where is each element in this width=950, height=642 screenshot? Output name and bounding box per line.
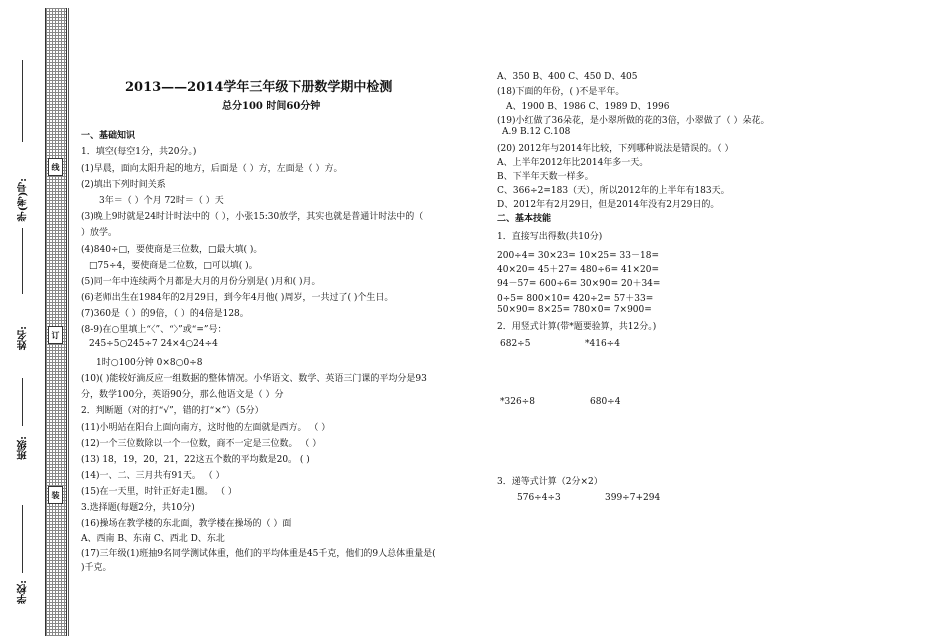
question-1: (1)早晨，面向太阳升起的地方，后面是（ ）方，左面是（ ）方。 [81, 164, 343, 174]
question-20-a: A、上半年2012年比2014年多一天。 [497, 158, 649, 168]
question-4-b: □75÷4，要使商是二位数，□可以填( )。 [89, 261, 258, 271]
question-19: (19)小红做了36朵花，是小翠所做的花的3倍，小翠做了（ ）朵花。 [497, 116, 770, 126]
question-20-b: B、下半年天数一样多。 [497, 172, 594, 182]
question-17-cont: )千克。 [81, 563, 112, 573]
question-10-cont: 分，数学100分，英语90分，那么他语文是（ ）分 [81, 390, 284, 400]
oral-row-3: 94－57= 600÷6= 30×90= 20＋34= [497, 279, 661, 289]
q-choice-heading: 3.选择题(每题2分，共10分) [81, 503, 195, 513]
question-16-options: A、西南 B、东南 C、西北 D、东北 [81, 534, 225, 544]
question-17: (17)三年级(1)班抽9名同学测试体重，他们的平均体重是45千克，他们的9人总体重量是( [81, 549, 436, 559]
question-10: (10)( )能较好滴反应一组数据的整体情况。小华语文、数学、英语三门课的平均分是93 [81, 374, 427, 384]
oral-row-2: 40×20= 45＋27= 480÷6= 41×20= [497, 265, 659, 275]
question-2: (2)填出下列时间关系 [81, 180, 166, 190]
section-basic-skills: 二、基本技能 [497, 214, 552, 224]
question-20-c: C、366÷2=183（天），所以2012年的上半年有183天。 [497, 186, 730, 196]
class-label: 班级: [18, 436, 29, 460]
q-fill-heading: 1．填空(每空1分，共20分。) [81, 147, 197, 157]
name-label: 姓名: [18, 326, 29, 350]
oral-row-5: 50×90= 8×25= 780×0= 7×900= [497, 305, 652, 315]
exam-subtitle: 总分100 时间60分钟 [222, 101, 321, 112]
oral-row-1: 200÷4= 30×23= 10×25= 33－18= [497, 251, 659, 261]
vertical-calc-4: 680÷4 [590, 397, 621, 407]
school-underline [22, 505, 23, 573]
question-19-options: A.9 B.12 C.108 [502, 127, 571, 137]
question-20: (20) 2012年与2014年比较，下列哪种说法是错误的。（ ） [497, 144, 734, 154]
stepwise-calc-1: 576÷4÷3 [517, 493, 561, 503]
binding-hatch-strip [45, 8, 67, 636]
question-2-items: 3年＝（ ）个月 72时＝（ ）天 [99, 196, 224, 206]
id-underline [22, 60, 23, 142]
question-3: (3)晚上9时就是24时计时法中的（ ），小张15:30放学，其实也就是普通计时法中的（ [81, 212, 424, 222]
question-12: (12)一个三位数除以一个一位数，商不一定是三位数。 （ ） [81, 439, 322, 449]
stepwise-calc-2: 399÷7+294 [605, 493, 661, 503]
question-14: (14)一、二、三月共有91天。 （ ） [81, 471, 225, 481]
oral-row-4: 0÷5= 800×10= 420÷2= 57＋33= [497, 294, 654, 304]
binding-mark-zhuang: 装 [48, 486, 63, 504]
name-underline [22, 228, 23, 294]
q-judge-heading: 2．判断题（对的打“√”，错的打“×”）（5分） [81, 406, 264, 416]
question-3-cont: ）放学。 [81, 228, 118, 238]
question-17-options: A、350 B、400 C、450 D、405 [497, 72, 638, 82]
vertical-calc-3: *326÷8 [500, 397, 535, 407]
vertical-calc-2: *416÷4 [585, 339, 620, 349]
question-20-d: D、2012年有2月29日，但是2014年没有2月29日的。 [497, 200, 720, 210]
question-7: (7)360是（ ）的9倍，（ ）的4倍是128。 [81, 309, 249, 319]
question-18-options: A、1900 B、1986 C、1989 D、1996 [506, 102, 670, 112]
question-6: (6)老师出生在1984年的2月29日，到今年4月他( )周岁，一共过了( )个生日。 [81, 293, 394, 303]
binding-mark-ding: 订 [48, 326, 63, 344]
question-5: (5)同一年中连续两个月都是大月的月份分别是( )月和( )月。 [81, 277, 321, 287]
question-18: (18)下面的年份，( )不是平年。 [497, 87, 625, 97]
question-13: (13) 18，19，20，21，22这五个数的平均数是20。 ( ) [81, 455, 310, 465]
exam-title: 2013——2014学年三年级下册数学期中检测 [125, 80, 393, 95]
class-underline [22, 378, 23, 426]
question-8-9: (8-9)在○里填上“〈”、“〉”或“=”号： [81, 325, 227, 335]
compare-row-2: 1时○100分钟 0×8○0÷8 [96, 358, 203, 368]
section-basic-knowledge: 一、基础知识 [81, 131, 136, 141]
student-id-label: 学(考)号: [18, 178, 29, 222]
vertical-calc-1: 682÷5 [500, 339, 531, 349]
question-15: (15)在一天里，时针正好走1圈。 （ ） [81, 487, 237, 497]
q-stepwise-heading: 3．递等式计算（2分×2） [497, 477, 603, 487]
question-4: (4)840÷□，要使商是三位数，□最大填( )。 [81, 245, 263, 255]
compare-row-1: 245÷5○245÷7 24×4○24÷4 [89, 339, 218, 349]
q-oral-heading: 1．直接写出得数(共10分) [497, 232, 603, 242]
question-16: (16)操场在教学楼的东北面，教学楼在操场的（ ）面 [81, 519, 292, 529]
school-label: 学校: [18, 580, 29, 604]
binding-edge-line [68, 8, 69, 636]
question-11: (11)小明站在阳台上面向南方，这时他的左面就是西方。 （ ） [81, 423, 331, 433]
q-vertical-heading: 2．用竖式计算(带*题要验算，共12分。) [497, 322, 657, 332]
binding-mark-xian: 线 [48, 158, 63, 176]
